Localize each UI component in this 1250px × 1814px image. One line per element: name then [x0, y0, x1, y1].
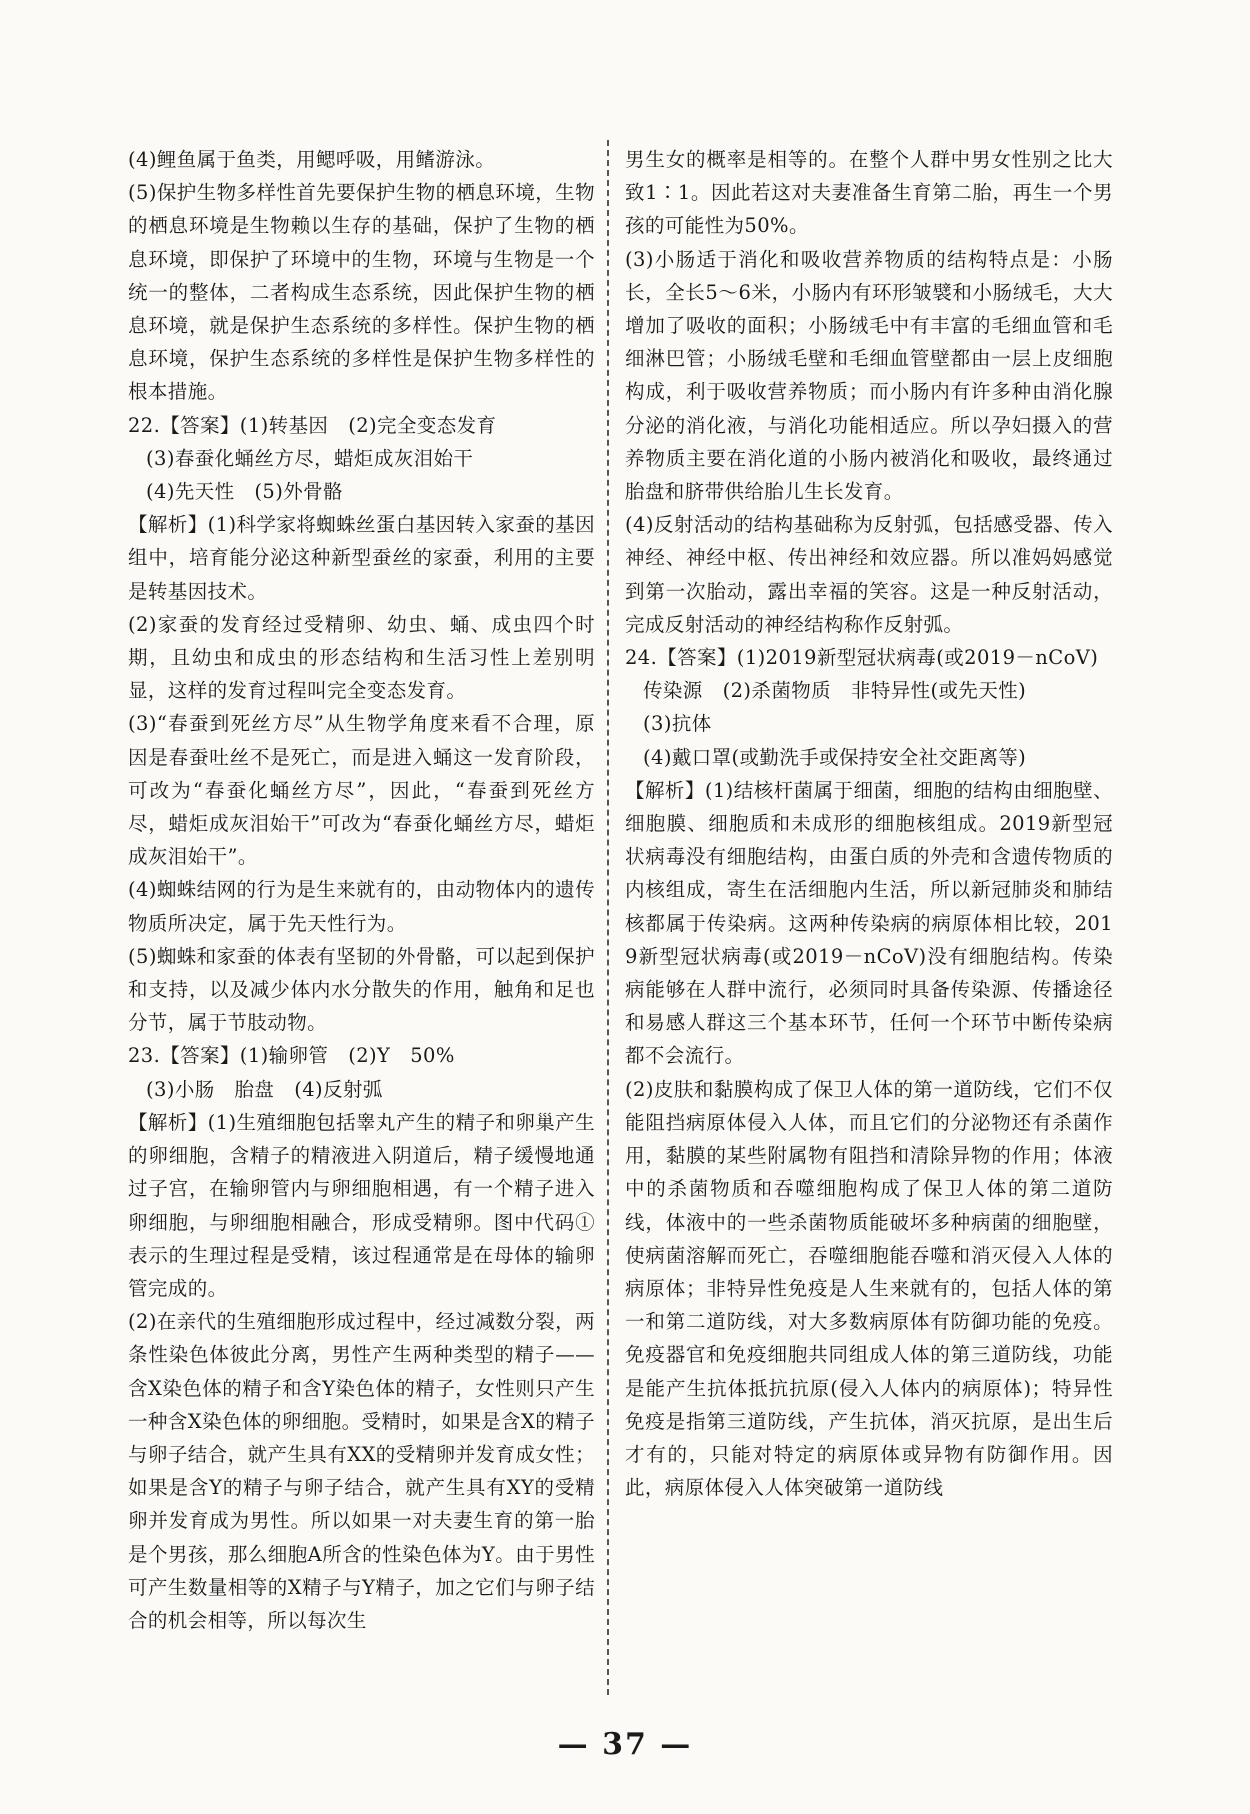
- answer-subline: (4)先天性 (5)外骨骼: [146, 480, 343, 504]
- explanation-paragraph: (3)“春蚕到死丝方尽”从生物学角度来看不合理，原因是春蚕吐丝不是死亡，而是进入蛹这一发育阶段，可改为“春蚕化蛹丝方尽”，因此，“春蚕到死丝方尽，蜡炬成灰泪始干”可改为“春蚕化蛹丝方尽，蜡炬成灰泪始干”。: [128, 712, 595, 869]
- explanation-paragraph: 【解析】(1)科学家将蜘蛛丝蛋白基因转入家蚕的基因组中，培育能分泌这种新型蚕丝的家蚕，利用的主要是转基因技术。: [128, 513, 595, 603]
- explanation-paragraph: 男生女的概率是相等的。在整个人群中男女性别之比大致1∶1。因此若这对夫妻准备生育第二胎，再生一个男孩的可能性为50%。: [625, 148, 1113, 238]
- explanation-paragraph: (4)蜘蛛结网的行为是生来就有的，由动物体内的遗传物质所决定，属于先天性行为。: [128, 878, 595, 935]
- explanation-paragraph: (2)皮肤和黏膜构成了保卫人体的第一道防线，它们不仅能阻挡病原体侵入人体，而且它们的分泌物还有杀菌作用，黏膜的某些附属物有阻挡和清除异物的作用；体液中的杀菌物质和吞噬细胞构成了保卫人体的第二道防线，体液中的一些杀菌物质能破坏多种病菌的细胞壁，使病菌溶解而死亡，吞噬细胞能吞噬和消灭侵入人体的病原体；非特异性免疫是人生来就有的，包括人体的第一和第二道防线，对大多数病原体有防御功能的免疫。免疫器官和免疫细胞共同组成人体的第三道防线，功能是能产生抗体抵抗抗原(侵入人体内的病原体)；特异性免疫是指第三道防线，产生抗体，消灭抗原，是出生后才有的，只能对特定的病原体或异物有防御作用。因此，病原体侵入人体突破第一道防线: [625, 1077, 1113, 1500]
- page-number: — 37 —: [557, 1727, 693, 1762]
- explanation-paragraph: (5)蜘蛛和家蚕的体表有坚韧的外骨骼，可以起到保护和支持，以及减少体内水分散失的作用，触角和足也分节，属于节肢动物。: [128, 944, 595, 1035]
- left-column: [128, 143, 595, 1637]
- answer-subline: (3)小肠 胎盘 (4)反射弧: [146, 1077, 383, 1101]
- answer-item: 22.【答案】(1)转基因 (2)完全变态发育: [128, 413, 497, 437]
- explanation-paragraph: 【解析】(1)生殖细胞包括睾丸产生的精子和卵巢产生的卵细胞，含精子的精液进入阴道后，精子缓慢地通过子宫，在输卵管内与卵细胞相遇，有一个精子进入卵细胞，与卵细胞相融合，形成受精卵。图中代码①表示的生理过程是受精，该过程通常是在母体的输卵管完成的。: [128, 1110, 595, 1300]
- explanation-paragraph: (5)保护生物多样性首先要保护生物的栖息环境，生物的栖息环境是生物赖以生存的基础，保护了生物的栖息环境，即保护了环境中的生物，环境与生物是一个统一的整体，二者构成生态系统，因此保护生物的栖息环境，就是保护生态系统的多样性。保护生物的栖息环境，保护生态系统的多样性是保护生物多样性的根本措施。: [128, 181, 595, 404]
- answer-item: 23.【答案】(1)输卵管 (2)Y 50%: [128, 1044, 455, 1068]
- explanation-paragraph: (4)鲤鱼属于鱼类，用鳃呼吸，用鳍游泳。: [128, 148, 496, 171]
- right-column: [625, 143, 1113, 1504]
- answer-item: 24.【答案】(1)2019新型冠状病毒(或2019－nCoV): [625, 646, 1099, 670]
- answer-subline: 传染源 (2)杀菌物质 非特异性(或先天性): [643, 679, 1027, 703]
- explanation-paragraph: 【解析】(1)结核杆菌属于细菌，细胞的结构由细胞壁、细胞膜、细胞质和未成形的细胞核组成。2019新型冠状病毒没有细胞结构，由蛋白质的外壳和含遗传物质的内核组成，寄生在活细胞内生活，所以新冠肺炎和肺结核都属于传染病。这两种传染病的病原体相比较，2019新型冠状病毒(或2019－nCoV)没有细胞结构。传染病能够在人群中流行，必须同时具备传染源、传播途径和易感人群这三个基本环节，任何一个环节中断传染病都不会流行。: [625, 778, 1113, 1068]
- answer-subline: (3)抗体: [643, 712, 712, 736]
- explanation-paragraph: (2)在亲代的生殖细胞形成过程中，经过减数分裂，两条性染色体彼此分离，男性产生两种类型的精子——含X染色体的精子和含Y染色体的精子，女性则只产生一种含X染色体的卵细胞。受精时，如果是含X的精子与卵子结合，就产生具有XX的受精卵并发育成女性；如果是含Y的精子与卵子结合，就产生具有XY的受精卵并发育成为男性。所以如果一对夫妻生育的第一胎是个男孩，那么细胞A所含的性染色体为Y。由于男性可产生数量相等的X精子与Y精子，加之它们与卵子结合的机会相等，所以每次生: [128, 1310, 595, 1632]
- explanation-paragraph: (4)反射活动的结构基础称为反射弧，包括感受器、传入神经、神经中枢、传出神经和效应器。所以准妈妈感觉到第一次胎动，露出幸福的笑容。这是一种反射活动，完成反射活动的神经结构称作反射弧。: [625, 513, 1113, 636]
- explanation-paragraph: (2)家蚕的发育经过受精卵、幼虫、蛹、成虫四个时期，且幼虫和成虫的形态结构和生活习性上差别明显，这样的发育过程叫完全变态发育。: [128, 612, 595, 703]
- answer-subline: (3)春蚕化蛹丝方尽，蜡炬成灰泪始干: [146, 446, 474, 470]
- answer-subline: (4)戴口罩(或勤洗手或保持安全社交距离等): [643, 745, 1027, 769]
- explanation-paragraph: (3)小肠适于消化和吸收营养物质的结构特点是：小肠长，全长5～6米，小肠内有环形皱襞和小肠绒毛，大大增加了吸收的面积；小肠绒毛中有丰富的毛细血管和毛细淋巴管；小肠绒毛壁和毛细血管壁都由一层上皮细胞构成，利于吸收营养物质；而小肠内有许多种由消化腺分泌的消化液，与消化功能相适应。所以孕妇摄入的营养物质主要在消化道的小肠内被消化和吸收，最终通过胎盘和脐带供给胎儿生长发育。: [625, 247, 1113, 504]
- column-divider: [607, 140, 609, 1695]
